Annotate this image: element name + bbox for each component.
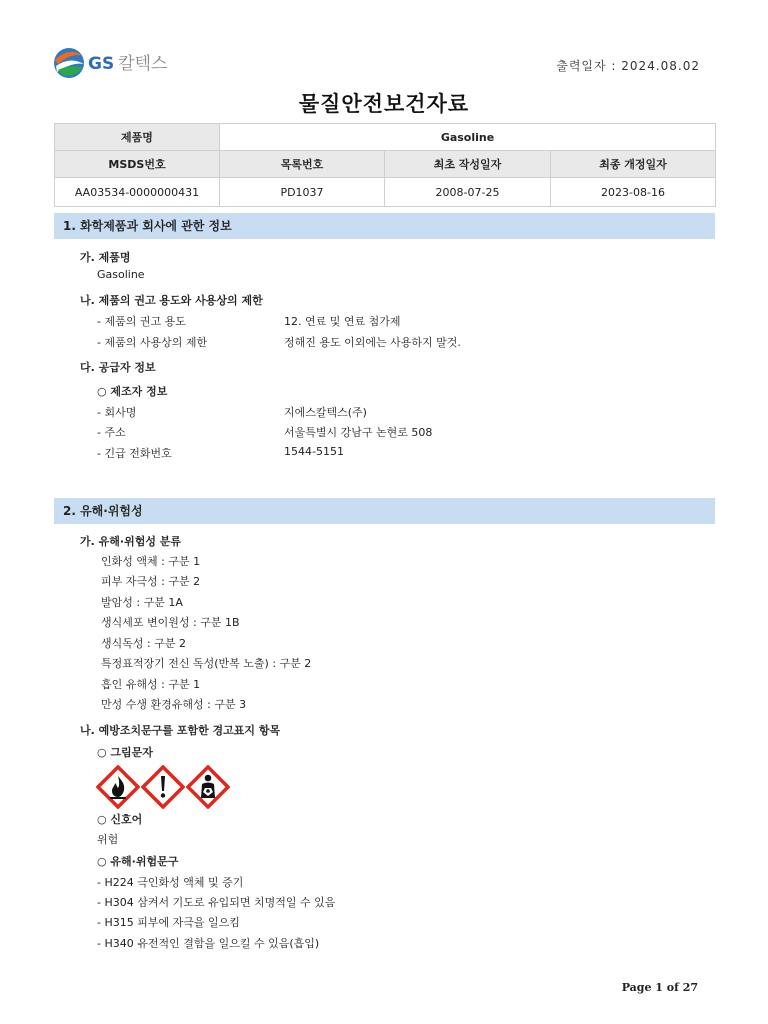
s1-b-title: 나. 제품의 권고 용도와 사용상의 제한 (80, 294, 263, 307)
catalog-no-label: 목록번호 (220, 151, 385, 178)
s1-b-label-0: - 제품의 권고 용도 (97, 315, 186, 328)
section-1-title: 1. 화학제품과 회사에 관한 정보 (63, 219, 232, 233)
s1-c-title: 다. 공급자 정보 (80, 361, 156, 374)
print-date: 출력일자 : 2024.08.02 (556, 59, 700, 73)
s1-c-value-0: 지에스칼텍스(주) (284, 406, 367, 419)
signal-word: 위험 (97, 833, 119, 846)
hazard-statement-3: - H340 유전적인 결함을 일으킬 수 있음(흡입) (97, 937, 320, 950)
hazard-statement-2: - H315 피부에 자극을 일으킴 (97, 916, 240, 929)
hazard-label: ○ 유해·위험문구 (97, 855, 179, 868)
section-2-title: 2. 유해·위험성 (63, 504, 143, 518)
pictogram-label: ○ 그림문자 (97, 746, 153, 759)
hazard-statement-1: - H304 삼켜서 기도로 유입되면 치명적일 수 있음 (97, 896, 336, 909)
s2-class-4: 생식독성 : 구분 2 (101, 637, 186, 650)
s2-class-7: 만성 수생 환경유해성 : 구분 3 (101, 698, 247, 711)
s2-a-title: 가. 유해·위험성 분류 (80, 535, 182, 548)
msds-no-label: MSDS번호 (55, 151, 220, 178)
s1-b-value-0: 12. 연료 및 연료 첨가제 (284, 315, 401, 328)
signal-label: ○ 신호어 (97, 813, 143, 826)
s1-c-value-2: 1544-5151 (284, 445, 344, 458)
s2-class-2: 발암성 : 구분 1A (101, 596, 183, 609)
s1-c-sub: ○ 제조자 정보 (97, 385, 168, 398)
flame-icon (96, 765, 140, 809)
gs-caltex-logo (52, 42, 92, 84)
s1-c-label-0: - 회사명 (97, 406, 137, 419)
product-info-table (54, 123, 716, 207)
s1-b-label-1: - 제품의 사용상의 제한 (97, 336, 208, 349)
s2-class-1: 피부 자극성 : 구분 2 (101, 575, 201, 588)
s1-a-title: 가. 제품명 (80, 251, 131, 264)
s2-class-3: 생식세포 변이원성 : 구분 1B (101, 616, 240, 629)
s2-class-5: 특정표적장기 전신 독성(반복 노출) : 구분 2 (101, 657, 312, 670)
s2-class-6: 흡인 유해성 : 구분 1 (101, 678, 201, 691)
section-2-header (54, 498, 715, 524)
logo-kr: 칼텍스 (118, 54, 168, 74)
exclamation-icon (141, 765, 185, 809)
s1-c-label-1: - 주소 (97, 426, 126, 439)
s2-b-title: 나. 예방조치문구를 포함한 경고표지 항목 (80, 724, 281, 737)
hazard-statement-0: - H224 극인화성 액체 및 증기 (97, 876, 244, 889)
msds-no-value: AA03534-0000000431 (55, 178, 220, 207)
document-title: 물질안전보건자료 (298, 92, 470, 116)
s1-c-value-1: 서울특별시 강남구 논현로 508 (284, 426, 433, 439)
first-date-value: 2008-07-25 (385, 178, 551, 207)
s1-c-label-2: - 긴급 전화번호 (97, 447, 172, 460)
page-number: Page 1 of 27 (621, 981, 698, 994)
product-name-value: Gasoline (220, 124, 716, 151)
last-date-value: 2023-08-16 (551, 178, 716, 207)
section-1-header (54, 213, 715, 239)
product-name-label: 제품명 (55, 124, 220, 151)
s2-class-0: 인화성 액체 : 구분 1 (101, 555, 201, 568)
s1-a-value: Gasoline (97, 268, 145, 281)
logo-text (88, 49, 167, 74)
logo-gs: GS (88, 54, 115, 74)
s1-b-value-1: 정해진 용도 이외에는 사용하지 말것. (284, 336, 461, 349)
catalog-no-value: PD1037 (220, 178, 385, 207)
first-date-label: 최초 작성일자 (385, 151, 551, 178)
health-hazard-icon (186, 765, 230, 809)
last-date-label: 최종 개정일자 (551, 151, 716, 178)
